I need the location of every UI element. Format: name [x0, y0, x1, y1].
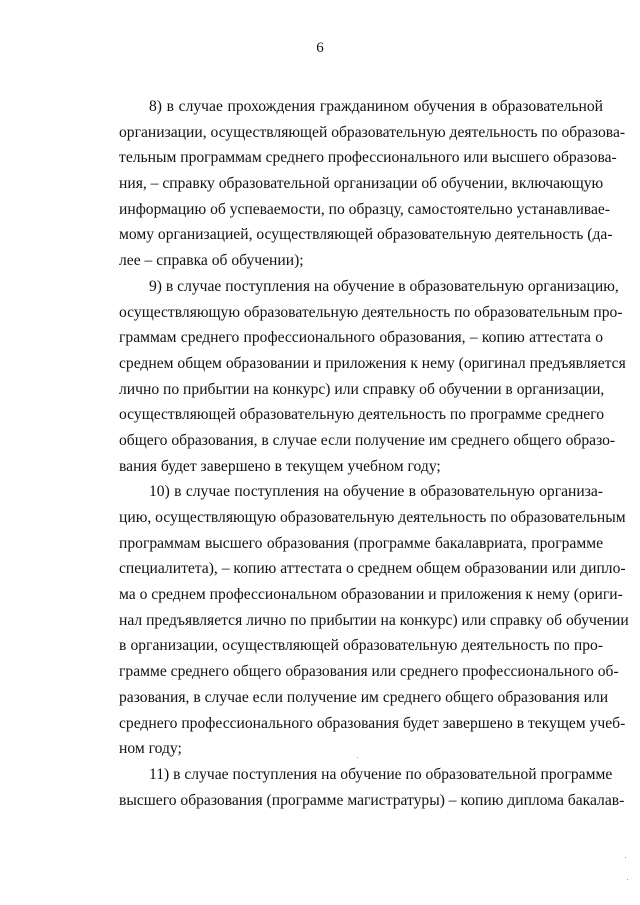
paragraph-line: среднем общем образовании и приложения к нему (оригинал предъявляется — [119, 354, 626, 372]
paragraph-line: 9) в случае поступления на обучение в образовательную организацию, — [149, 277, 619, 295]
paragraph-line: 10) в случае поступления на обучение в образовательную организа- — [149, 483, 603, 501]
paragraph-line: ном году; — [119, 740, 182, 758]
paragraph-line: лее – справка об обучении); — [119, 252, 304, 270]
paragraph-line: нал предъявляется лично по прибытии на конкурс) или справку об обучении — [119, 611, 629, 629]
paragraph-line: цию, осуществляющую образовательную деятельность по образовательным — [119, 509, 626, 526]
paragraph-item-11 — [119, 762, 625, 813]
paragraph-line: ма о среднем профессиональном образовании и приложения к нему (ориги- — [119, 586, 623, 604]
paragraph-line: в организации, осуществляющей образовательную деятельность по про- — [119, 637, 603, 655]
paragraph-line: осуществляющую образовательную деятельность по образовательным про- — [119, 303, 623, 321]
paragraph-item-8 — [119, 94, 626, 274]
paragraph-item-9 — [119, 274, 626, 480]
scan-speck — [625, 857, 626, 858]
paragraph-line: общего образования, в случае если получение им среднего общего образо- — [119, 431, 616, 449]
paragraph-line: мому организацией, осуществляющей образовательную деятельность (да- — [119, 226, 613, 244]
paragraph-line: граммам среднего профессионального образования, – копию аттестата о — [119, 329, 603, 347]
paragraph-line: тельным программам среднего профессионального или высшего образова- — [119, 149, 617, 167]
paragraph-line: 11) в случае поступления на обучение по образовательной программе — [149, 765, 613, 783]
paragraph-line: разования, в случае если получение им среднего общего образования или — [119, 688, 609, 706]
document-body — [119, 94, 629, 813]
paragraph-line: организации, осуществляющей образовательную деятельность по образова- — [119, 123, 626, 141]
paragraph-line: среднего профессионального образования будет завершено в текущем учеб- — [119, 714, 626, 732]
paragraph-line: специалитета), – копию аттестата о среднем общем образовании или дипло- — [119, 560, 626, 578]
paragraph-line: грамме среднего общего образования или среднего профессионального об- — [119, 663, 619, 681]
paragraph-line: ния, – справку образовательной организации об обучении, включающую — [119, 175, 604, 193]
paragraph-line: осуществляющей образовательную деятельность по программе среднего — [119, 406, 605, 424]
paragraph-item-10 — [119, 479, 629, 762]
paragraph-line: информацию об успеваемости, по образцу, самостоятельно устанавливае- — [119, 200, 610, 218]
paragraph-line: лично по прибытии на конкурс) или справку об обучении в организации, — [119, 380, 605, 398]
paragraph-line: 8) в случае прохождения гражданином обучения в образовательной — [149, 98, 603, 115]
scan-speck — [627, 879, 628, 880]
paragraph-line: высшего образования (программе магистратуры) – копию диплома бакалав- — [119, 791, 625, 809]
scan-speck — [357, 757, 358, 758]
page-number: 6 — [316, 40, 324, 56]
paragraph-line: программам высшего образования (программе бакалавриата, программе — [119, 534, 603, 552]
paragraph-line: вания будет завершено в текущем учебном году; — [119, 457, 441, 475]
